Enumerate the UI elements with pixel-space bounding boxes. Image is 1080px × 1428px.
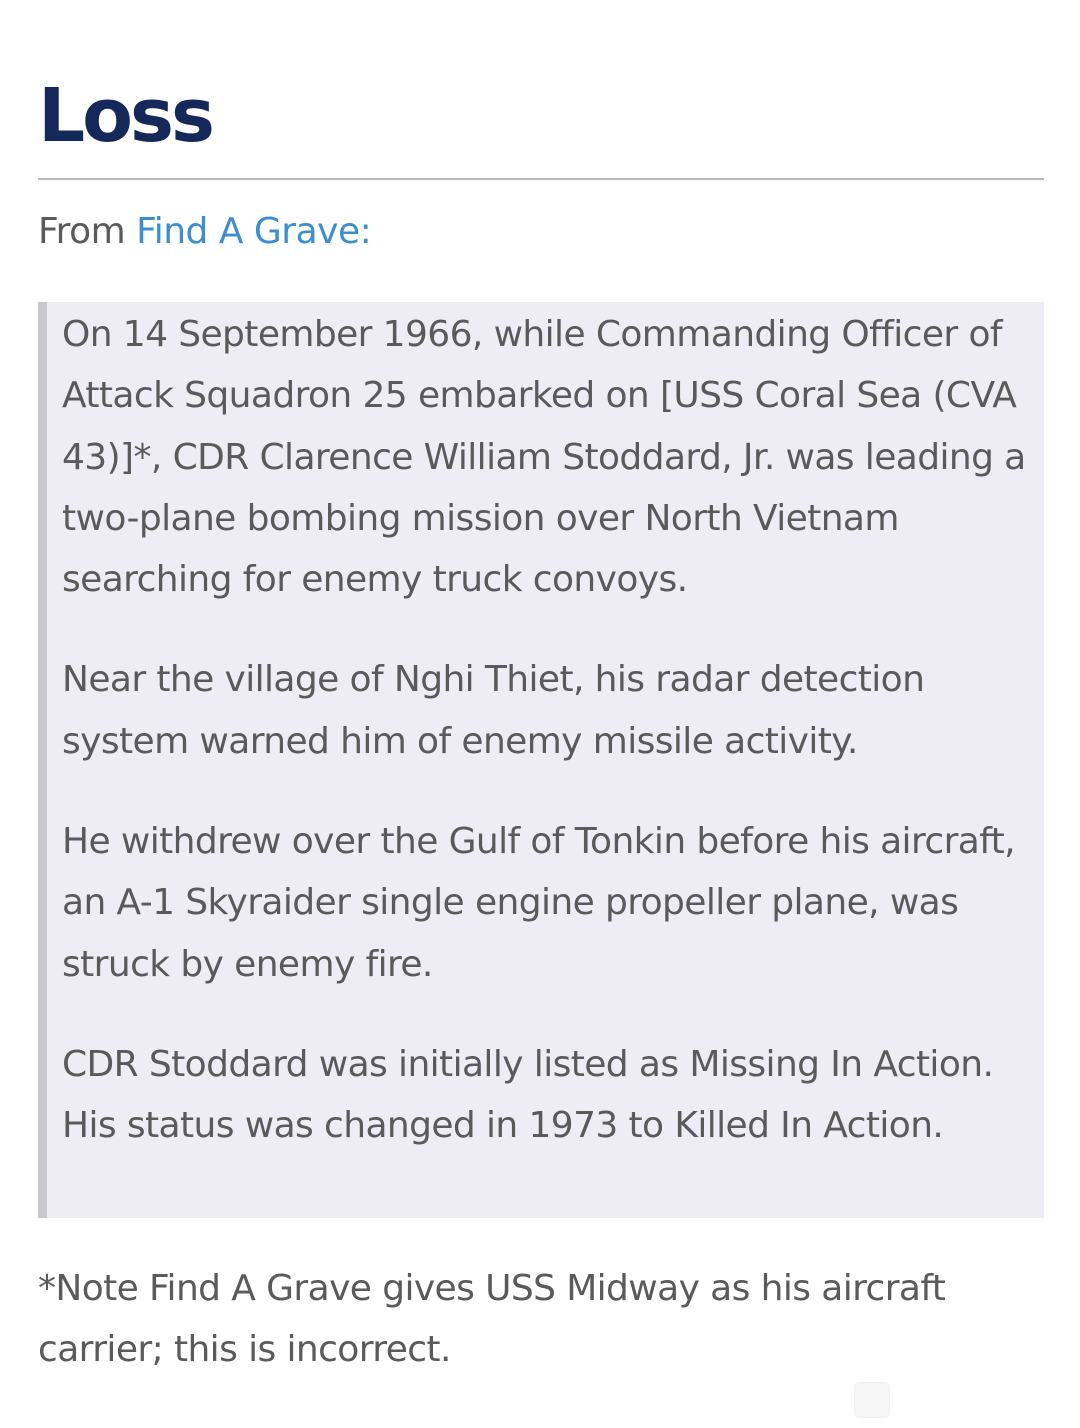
quote-paragraph: Near the village of Nghi Thiet, his radar detection system warned him of enemy missile activity. — [62, 659, 925, 762]
quote-paragraph: CDR Stoddard was initially listed as Missing In Action. His status was changed in 1973 to Killed In Action. — [62, 1043, 994, 1147]
article-content — [38, 0, 1044, 1371]
footnote: *Note Find A Grave gives USS Midway as his aircraft carrier; this is incorrect. — [38, 1268, 946, 1371]
section-heading: Loss — [38, 73, 213, 159]
source-line — [38, 180, 1044, 272]
find-a-grave-link[interactable]: Find A Grave: — [136, 211, 372, 252]
quoted-excerpt — [38, 302, 1044, 1218]
faint-watermark-icon — [854, 1382, 890, 1418]
quote-paragraph: On 14 September 1966, while Commanding Officer of Attack Squadron 25 embarked on [USS Coral Sea (CVA 43)]*, CDR Clarence William Stoddard, Jr. was leading a two-plane bombing mission over North Vietnam searching for enemy truck convoys. — [62, 314, 1026, 601]
quote-paragraph: He withdrew over the Gulf of Tonkin before his aircraft, an A-1 Skyraider single engine propeller plane, was struck by enemy fire. — [62, 821, 1016, 985]
source-prefix: From — [38, 211, 137, 252]
